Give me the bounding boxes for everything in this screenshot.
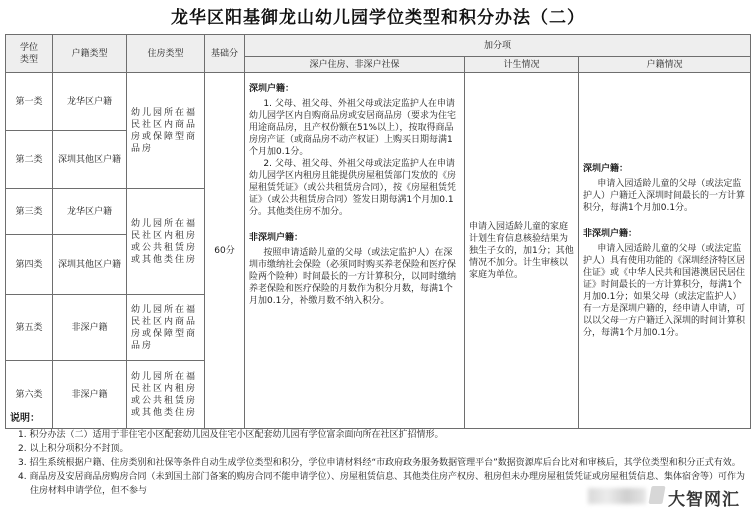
housing-cell: 幼儿园所在福民社区内商品房或保障型商品房 bbox=[127, 73, 205, 189]
row-category: 第二类 bbox=[6, 131, 53, 189]
housing-cell: 幼儿园所在福民社区内租房或公共租赁房或其他类住房 bbox=[127, 189, 205, 295]
residence-shenzhen-title: 深圳户籍： bbox=[249, 84, 295, 94]
housing-cell: 幼儿园所在福民社区内商品房或保障型商品房 bbox=[127, 295, 205, 361]
row-hukou: 深圳其他区户籍 bbox=[53, 131, 127, 189]
hukou-bonus-cell bbox=[579, 73, 751, 429]
header-housing-type: 住房类型 bbox=[127, 35, 205, 73]
header-bonus-residence: 深户住房、非深户社保 bbox=[245, 57, 465, 73]
header-base-score: 基础分 bbox=[205, 35, 245, 73]
row-category: 第四类 bbox=[6, 235, 53, 295]
note-item: 2. 以上积分项积分不封顶。 bbox=[18, 444, 129, 454]
hukou-non-title: 非深圳户籍： bbox=[583, 228, 638, 239]
housing-cell: 幼儿园所在福民社区内租房或公共租赁房或其他类住房 bbox=[127, 361, 205, 429]
family-plan-cell: 申请入园适龄儿童的家庭计划生育信息核验结果为独生子女的，加1分；其他情况不加分。计生审核以家庭为单位。 bbox=[465, 73, 579, 429]
hukou-shenzhen-p1: 申请入园适龄儿童的父母（或法定监护人）户籍迁入深圳时间最长的一方计算积分，每满1个月加0.1分。 bbox=[583, 178, 746, 213]
notes-heading: 说明： bbox=[10, 413, 40, 424]
hukou-non-p1: 申请入园适龄儿童的父母（或法定监护人）具有使用功能的《深圳经济特区居住证》或《中华人民共和国港澳居民居住证》时间最长的一方计算积分，每满1个月加0.1分；如果父母（或法定监护人）有一方是深圳户籍的，经申请人申请，可以以父母一方户籍迁入深圳的时间计算积分，每满1个月加0.1分。 bbox=[583, 243, 746, 338]
notes-section bbox=[10, 412, 746, 498]
residence-non-p1: 按照申请适龄儿童的父母（或法定监护人）在深圳市缴纳社会保险（必须同时购买养老保险和医疗保险两个险种）时间最长的一方计算积分，以同时缴纳养老保险和医疗保险的月数作为积分月数，每满1个月加0.1分，补缴月数不纳入积分。 bbox=[249, 248, 457, 306]
blurred-region bbox=[588, 488, 646, 504]
residence-bonus-cell bbox=[245, 73, 465, 429]
base-score-cell: 60分 bbox=[205, 73, 245, 429]
residence-non-title: 非深圳户籍： bbox=[249, 233, 304, 243]
row-hukou: 龙华区户籍 bbox=[53, 189, 127, 235]
header-bonus: 加分项 bbox=[245, 35, 751, 57]
header-hukou-type: 户籍类型 bbox=[53, 35, 127, 73]
row-category: 第三类 bbox=[6, 189, 53, 235]
points-table bbox=[5, 34, 751, 429]
row-category: 第六类 bbox=[6, 361, 53, 429]
note-item: 3. 招生系统根据户籍、住房类别和社保等条件自动生成学位类型和积分，学位申请材料经“市政府政务服务数据管理平台”数据资源库后台比对和审核后，其学位类型和积分正式有效。 bbox=[18, 458, 741, 468]
residence-shenzhen-p2: 2. 父母、祖父母、外祖父母或法定监护人在申请幼儿园学区内租房且能提供房屋租赁部门发放的《房屋租赁凭证》（或公共租赁房合同），按《房屋租赁凭证》（或公共租赁房合同）签发日期每满1个月加0.1分。其他类住房不加分。 bbox=[249, 159, 457, 217]
row-hukou: 深圳其他区户籍 bbox=[53, 235, 127, 295]
row-category: 第一类 bbox=[6, 73, 53, 131]
page-title: 龙华区阳基御龙山幼儿园学位类型和积分办法（二） bbox=[171, 8, 585, 28]
header-bonus-family-plan: 计生情况 bbox=[465, 57, 579, 73]
row-hukou: 非深户籍 bbox=[53, 295, 127, 361]
row-hukou: 非深户籍 bbox=[53, 361, 127, 429]
hukou-shenzhen-title: 深圳户籍： bbox=[583, 163, 629, 174]
row-category: 第五类 bbox=[6, 295, 53, 361]
watermark-icon bbox=[648, 486, 665, 504]
note-item: 4. 商品房及安居商品房购房合同（未到国土部门备案的购房合同不能申请学位）、房屋租赁信息、其他类住房产权房、租房但未办理房屋租赁凭证或房屋租赁信息、集体宿舍等）可作为住房材料申请学位，但不参与 bbox=[18, 472, 745, 496]
residence-shenzhen-p1: 1. 父母、祖父母、外祖父母或法定监护人在申请幼儿园学区内自购商品房或安居商品房（要求为住宅用途商品房，且产权份额在51%以上），按取得商品房房产证（或商品房不动产权证）上购买日期每满1个月加0.1分。 bbox=[249, 99, 457, 157]
header-seat-type: 学位 类型 bbox=[6, 35, 53, 73]
watermark: 大智网汇 bbox=[668, 490, 740, 510]
header-bonus-hukou: 户籍情况 bbox=[579, 57, 751, 73]
note-item: 1. 积分办法（二）适用于非住宅小区配套幼儿园及住宅小区配套幼儿园有学位富余面向所在社区扩招情形。 bbox=[18, 430, 444, 440]
row-hukou: 龙华区户籍 bbox=[53, 73, 127, 131]
